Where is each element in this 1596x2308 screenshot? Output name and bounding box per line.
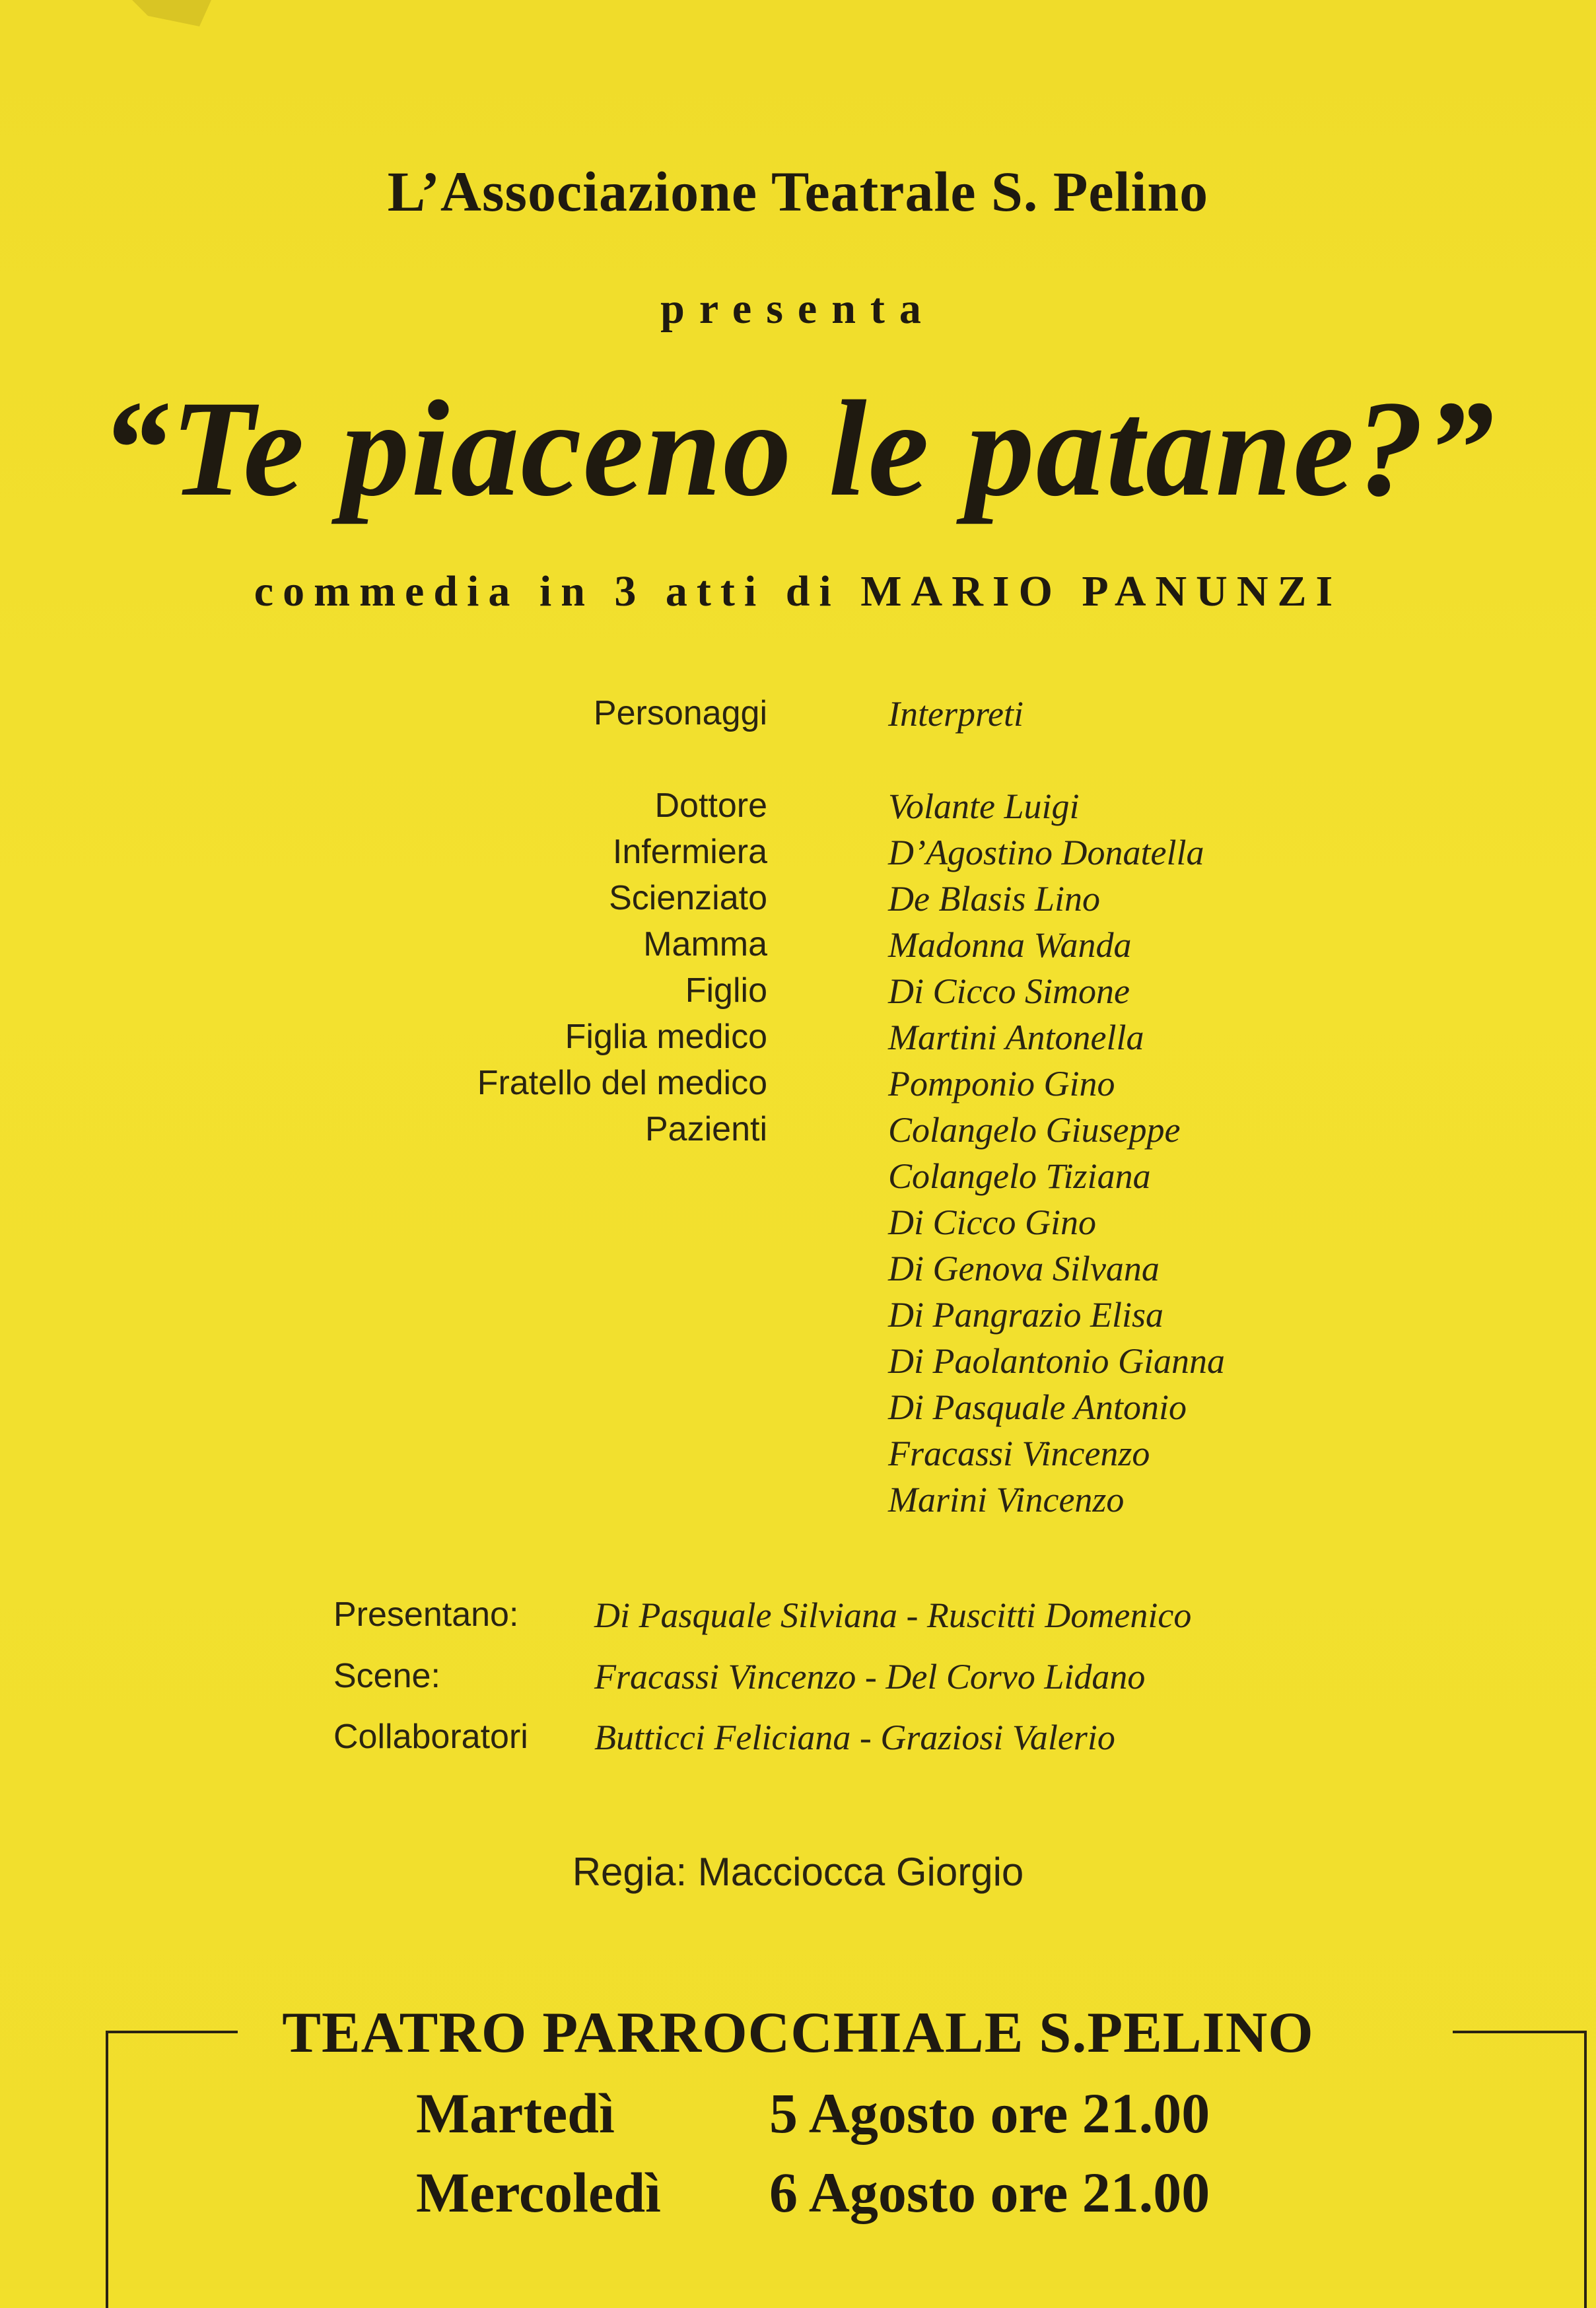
cast-role: Figlio [685, 971, 767, 1010]
presenta-label: presenta [660, 285, 936, 333]
cast-role-header: Personaggi [593, 694, 767, 732]
cast-actor-header: Interpreti [888, 694, 1024, 734]
play-title: “Te piaceno le patane?” [100, 372, 1496, 524]
cast-actor: Di Pasquale Antonio [888, 1387, 1187, 1427]
cast-role: Dottore [654, 787, 767, 825]
cast-actor: Colangelo Giuseppe [888, 1110, 1181, 1150]
cast-role: Figlia medico [565, 1018, 767, 1056]
cast-actor: Volante Luigi [888, 787, 1080, 826]
cast-actor: Pomponio Gino [888, 1064, 1115, 1103]
director-line: Regia: Macciocca Giorgio [572, 1850, 1024, 1894]
credit-label-collaboratori: Collaboratori [333, 1718, 528, 1756]
credit-value-collaboratori: Butticci Feliciana - Graziosi Valerio [594, 1718, 1115, 1757]
cast-role: Infermiera [612, 833, 767, 871]
credit-value-scene: Fracassi Vincenzo - Del Corvo Lidano [594, 1657, 1146, 1696]
cast-actor: Di Pangrazio Elisa [888, 1295, 1164, 1335]
cast-actor: Di Cicco Simone [888, 971, 1130, 1011]
cast-actor: Di Cicco Gino [888, 1203, 1096, 1242]
association-name: L’Associazione Teatrale S. Pelino [387, 160, 1209, 223]
date-day: Mercoledì [416, 2161, 661, 2224]
cast-role: Fratello del medico [477, 1064, 767, 1102]
date-time: 6 Agosto ore 21.00 [769, 2161, 1210, 2224]
cast-actor: Di Paolantonio Gianna [888, 1341, 1225, 1381]
cast-actor: Martini Antonella [888, 1018, 1144, 1057]
play-subtitle: commedia in 3 atti di MARIO PANUNZI [254, 567, 1342, 615]
cast-actor: Fracassi Vincenzo [888, 1434, 1150, 1473]
credit-label-presentano: Presentano: [333, 1595, 519, 1634]
cast-actor: Colangelo Tiziana [888, 1156, 1151, 1196]
credit-value-presentano: Di Pasquale Silviana - Ruscitti Domenico [594, 1595, 1192, 1635]
cast-role: Pazienti [645, 1110, 767, 1148]
cast-actor: Madonna Wanda [888, 925, 1132, 965]
cast-role: Mamma [643, 925, 767, 963]
credit-label-scene: Scene: [333, 1657, 440, 1695]
cast-actor: De Blasis Lino [888, 879, 1101, 919]
date-time: 5 Agosto ore 21.00 [769, 2081, 1210, 2145]
cast-actor: Di Genova Silvana [888, 1249, 1160, 1288]
cast-actor: Marini Vincenzo [888, 1480, 1125, 1520]
cast-actor: D’Agostino Donatella [888, 833, 1204, 872]
cast-role: Scienziato [609, 879, 767, 917]
date-day: Martedì [416, 2081, 615, 2145]
paper-fold [132, 0, 211, 26]
venue-name: TEATRO PARROCCHIALE S.PELINO [282, 2001, 1314, 2065]
